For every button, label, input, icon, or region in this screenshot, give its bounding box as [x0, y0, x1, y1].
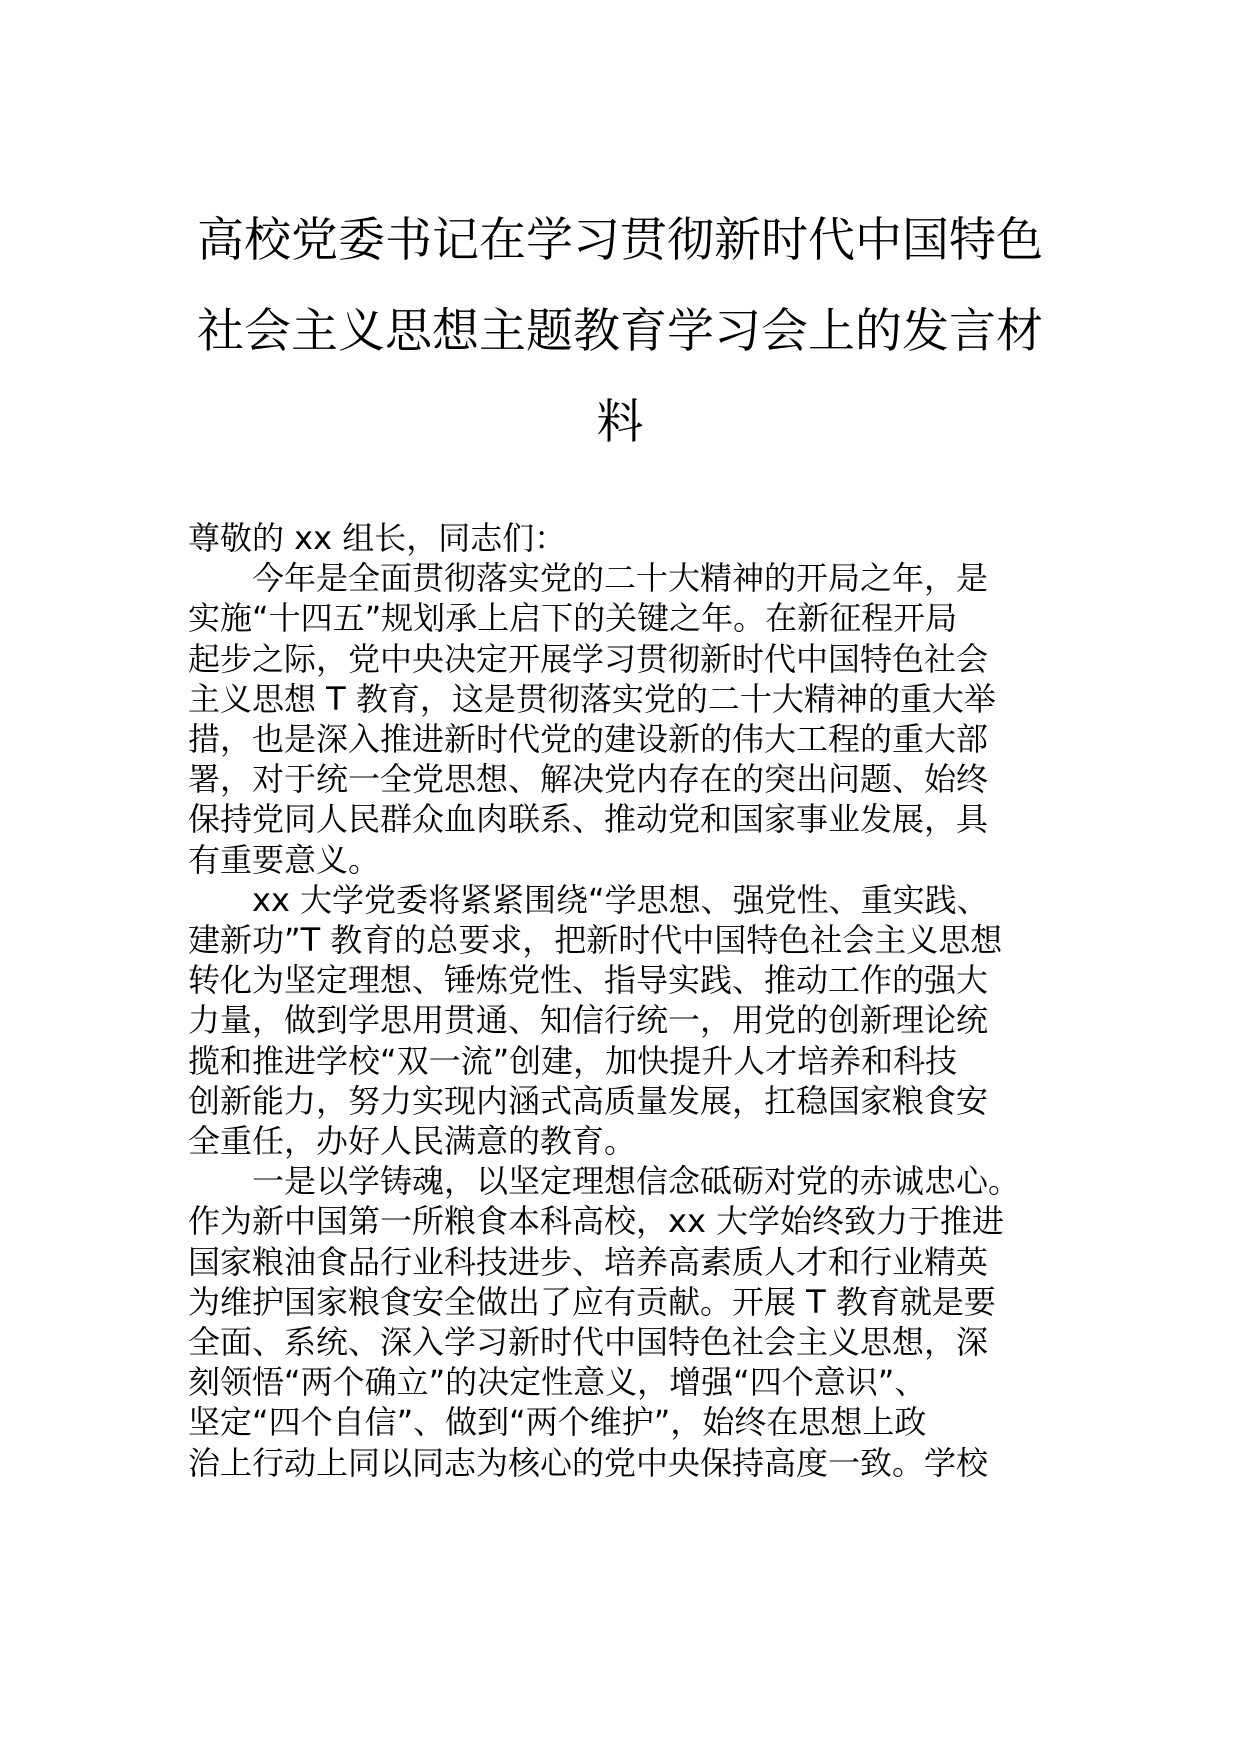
text-line: 治上行动上同以同志为核心的党中央保持高度一致。学校 [188, 1443, 989, 1482]
text-line: 有重要意义。 [188, 840, 381, 879]
text-line: xx 大学党委将紧紧围绕“学思想、强党性、重实践、 [252, 880, 989, 919]
text-line: 创新能力，努力实现内涵式高质量发展，扛稳国家粮食安 [188, 1081, 989, 1120]
text-line: 建新功”T 教育的总要求，把新时代中国特色社会主义思想 [188, 921, 1003, 960]
text-line: 转化为坚定理想、锤炼党性、指导实践、推动工作的强大 [188, 961, 989, 1000]
text-line: 保持党同人民群众血肉联系、推动党和国家事业发展，具 [188, 800, 989, 839]
text-line: 署，对于统一全党思想、解决党内存在的突出问题、始终 [188, 760, 989, 799]
salutation: 尊敬的 xx 组长，同志们： [188, 519, 567, 557]
paragraph-2 [188, 880, 1088, 1161]
text-line: 起步之际，党中央决定开展学习贯彻新时代中国特色社会 [188, 639, 989, 678]
document-title [180, 195, 1060, 468]
title-line-2: 社会主义思想主题教育学习会上的发言材 [197, 304, 1043, 359]
text-line: 刻领悟“两个确立”的决定性意义，增强“四个意识”、 [188, 1363, 927, 1402]
text-line: 作为新中国第一所粮食本科高校，xx 大学始终致力于推进 [188, 1202, 1005, 1241]
title-line-1: 高校党委书记在学习贯彻新时代中国特色 [197, 213, 1043, 268]
text-line: 力量，做到学思用贯通、知信行统一，用党的创新理论统 [188, 1001, 989, 1040]
text-line: 主义思想 T 教育，这是贯彻落实党的二十大精神的重大举 [188, 679, 996, 718]
text-line: 全面、系统、深入学习新时代中国特色社会主义思想，深 [188, 1323, 989, 1362]
text-line: 坚定“四个自信”、做到“两个维护”，始终在思想上政 [188, 1403, 927, 1442]
text-line: 一是以学铸魂，以坚定理想信念砥砺对党的赤诚忠心。 [252, 1162, 1021, 1201]
text-line: 揽和推进学校“双一流”创建，加快提升人才培养和科技 [188, 1041, 958, 1080]
text-line: 国家粮油食品行业科技进步、培养高素质人才和行业精英 [188, 1242, 989, 1281]
text-line: 全重任，办好人民满意的教育。 [188, 1122, 637, 1161]
paragraph-1 [188, 558, 1088, 880]
paragraph-3 [188, 1161, 1088, 1483]
text-line: 措，也是深入推进新时代党的建设新的伟大工程的重大部 [188, 720, 989, 759]
text-line: 今年是全面贯彻落实党的二十大精神的开局之年，是 [252, 559, 989, 598]
document-body [188, 518, 1088, 1483]
text-line: 为维护国家粮食安全做出了应有贡献。开展 T 教育就是要 [188, 1282, 996, 1321]
title-line-3: 料 [596, 395, 644, 450]
text-line: 实施“十四五”规划承上启下的关键之年。在新征程开局 [188, 599, 958, 638]
